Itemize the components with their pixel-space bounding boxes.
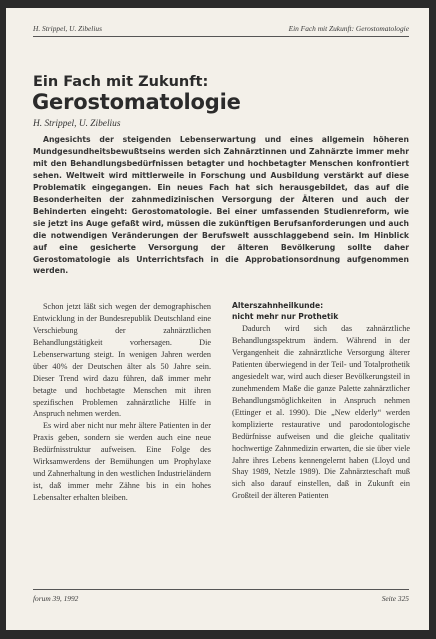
subheading-line-2: nicht mehr nur Prothetik <box>232 311 339 321</box>
footer-page-number: Seite 325 <box>381 594 409 603</box>
header-rule <box>33 36 409 37</box>
left-column <box>33 301 211 504</box>
running-header-authors: H. Strippel, U. Zibelius <box>33 24 102 33</box>
article-title: Gerostomatologie <box>32 90 241 114</box>
document-page <box>6 8 429 630</box>
article-abstract: Angesichts der steigenden Lebenserwartung und eines allgemein höheren Mundgesundheitsbewußtseins werden sich Zahnärztinnen und Zahnärzte immer mehr mit den Behandlungsbedürfnissen betagter und hochbetagter Menschen konfrontiert sehen. Weltweit wird mittlerweile in Forschung und Ausbildung verstärkt auf diese Problematik eingegangen. Ein neues Fach hat sich herausgebildet, das auf die Besonderheiten der zahnmedizinischen Versorgung der Älteren und auch der Behinderten eingeht: Gerostomatologie. Bei einer umfassenden Studienreform, wie sie jetzt ins Auge gefaßt wird, müssen die zukünftigen Berufsanforderungen und auch die notwendigen Veränderungen der Berufswelt ausschlaggebend sein. Im Hinblick auf eine gesicherte Versorgung der älteren Bevölkerung sollte daher Gerostomatologie als Unterrichtsfach in die Approbationsordnung aufgenommen werden. <box>33 135 409 276</box>
right-paragraph-1: Dadurch wird sich das zahnärztliche Behandlungsspektrum ändern. Während in der Vergangenheit die zahnärztliche Versorgung älterer Patienten überwiegend in der Teil- und Totalprothetik angesiedelt war, wird auch dieser Bevölkerungsteil in zunehmendem Maße die ganze Palette zahnärztlicher Behandlungsmöglichkeiten in Anspruch nehmen (Ettinger et al. 1990). Die „New elderly“ werden komplizierte restaurative und parodontologische Bedürfnisse aufweisen und die gleiche qualitativ hochwertige Zahnmedizin erwarten, die sie über viele Jahre ihres Lebens kennengelernt haben (Lloyd und Shay 1989, Netzle 1989). Die Zahnärzteschaft muß sich also darauf einstellen, daß in Zukunft ein Großteil der älteren Patienten <box>232 324 410 501</box>
right-column <box>232 301 410 502</box>
left-paragraph-1: Schon jetzt läßt sich wegen der demographischen Entwicklung in der Bundesrepublik Deutschland eine Verschiebung der zahnärztlichen Behandlungstätigkeit vorhersagen. Die Lebenserwartung steigt. In wenigen Jahren werden über 40% der Deutschen älter als 50 Jahre sein. Dieser Trend wird dazu führen, daß immer mehr betagte und hochbetagte Menschen mit ihren spezifischen Problemen zahnärztliche Hilfe in Anspruch nehmen werden. <box>33 302 211 419</box>
subheading-line-1: Alterszahnheilkunde: <box>232 301 324 310</box>
section-subheading <box>232 301 410 322</box>
footer-journal: forum 39, 1992 <box>33 594 79 603</box>
article-authors: H. Strippel, U. Zibelius <box>33 119 121 129</box>
article-pretitle: Ein Fach mit Zukunft: <box>33 74 209 90</box>
running-header-title: Ein Fach mit Zukunft: Gerostomatologie <box>288 24 409 33</box>
left-paragraph-2: Es wird aber nicht nur mehr ältere Patienten in der Praxis geben, sondern sie werden auch eine neue Bedürfnisstruktur aufweisen. Eine Folge des Wirksamwerdens der Bemühungen um Prophylaxe und Zahnerhaltung in den westlichen Industrieländern ist, daß immer mehr Zähne bis in ein hohes Lebensalter erhalten bleiben. <box>33 421 211 502</box>
footer-rule <box>33 589 409 590</box>
